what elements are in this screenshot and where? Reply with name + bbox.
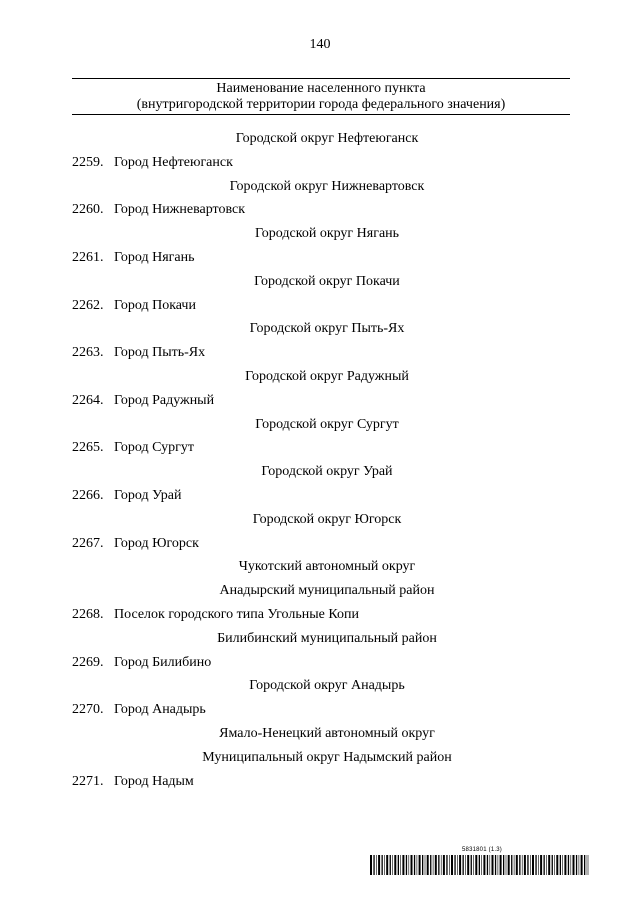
item-number: 2265. <box>72 440 104 456</box>
barcode-bar <box>568 855 569 875</box>
barcode-bar <box>402 855 404 875</box>
barcode-bar <box>490 855 491 875</box>
group-heading: Городской округ Нижневартовск <box>229 178 425 194</box>
barcode-bar <box>538 855 539 875</box>
barcode-bar <box>576 855 577 875</box>
barcode-bar <box>471 855 472 875</box>
item-number: 2269. <box>72 654 104 670</box>
group-heading: Городской округ Урай <box>261 464 393 480</box>
barcode-bar <box>560 855 561 875</box>
barcode-bar <box>571 855 572 875</box>
barcode-bar <box>473 855 474 875</box>
item-number: 2261. <box>72 249 104 265</box>
settlement-item <box>72 198 570 222</box>
barcode-bar <box>370 855 372 875</box>
item-number: 2271. <box>72 773 104 789</box>
barcode-bar <box>540 855 542 875</box>
column-header-title: Наименование населенного пункта <box>216 81 426 96</box>
barcode-bar <box>400 855 401 875</box>
barcode-bar <box>433 855 434 875</box>
barcode-bar <box>483 855 485 875</box>
barcode-bar <box>435 855 437 875</box>
barcode-bar <box>479 855 480 875</box>
barcode-bar <box>384 855 385 875</box>
barcode-bar <box>511 855 512 875</box>
barcode-image <box>370 855 589 875</box>
header-top-rule <box>72 78 570 79</box>
barcode-bar <box>587 855 588 875</box>
barcode-bar <box>451 855 453 875</box>
barcode-bar <box>492 855 494 875</box>
barcode-bar <box>398 855 399 875</box>
barcode-bar <box>519 855 520 875</box>
group-heading: Городской округ Сургут <box>255 416 399 432</box>
barcode-bar <box>524 855 526 875</box>
settlement-item <box>72 532 570 556</box>
settlement-item <box>72 151 570 175</box>
item-name: Город Анадырь <box>114 702 206 718</box>
barcode-bar <box>573 855 575 875</box>
barcode-bar <box>527 855 528 875</box>
barcode-bar <box>427 855 429 875</box>
barcode-bar <box>530 855 531 875</box>
barcode-bar <box>443 855 445 875</box>
barcode-bar <box>552 855 553 875</box>
item-name: Город Нижневартовск <box>114 202 245 218</box>
barcode-bar <box>422 855 423 875</box>
barcode-bar <box>581 855 583 875</box>
barcode-bar <box>498 855 499 875</box>
barcode-bar <box>584 855 585 875</box>
item-name: Город Покачи <box>114 297 196 313</box>
page-number: 140 <box>309 37 331 52</box>
barcode-bar <box>457 855 458 875</box>
group-heading: Муниципальный округ Надымский район <box>202 749 452 765</box>
item-number: 2270. <box>72 702 104 718</box>
settlement-item <box>72 246 570 270</box>
barcode-bar <box>373 855 374 875</box>
barcode-bar <box>394 855 396 875</box>
settlement-item <box>72 341 570 365</box>
barcode-bar <box>449 855 450 875</box>
barcode-bar <box>417 855 418 875</box>
barcode-bar <box>406 855 407 875</box>
barcode-bar <box>516 855 518 875</box>
group-heading: Городской округ Анадырь <box>249 678 405 694</box>
barcode-label: 5831801 (1.3) <box>462 847 502 853</box>
group-heading: Городской округ Югорск <box>252 511 402 527</box>
barcode-bar <box>544 855 545 875</box>
barcode-bar <box>506 855 507 875</box>
item-name: Город Сургут <box>114 440 194 456</box>
item-number: 2259. <box>72 154 104 170</box>
item-number: 2260. <box>72 202 104 218</box>
settlement-item <box>72 389 570 413</box>
barcode-bar <box>548 855 550 875</box>
group-heading: Городской округ Нефтеюганск <box>235 131 419 146</box>
barcode-bar <box>463 855 464 875</box>
barcode-bar <box>411 855 413 875</box>
item-name: Поселок городского типа Угольные Копи <box>114 606 359 622</box>
barcode-bar <box>454 855 455 875</box>
group-heading: Городской округ Радужный <box>245 368 409 384</box>
item-number: 2263. <box>72 345 104 361</box>
barcode-bar <box>556 855 558 875</box>
barcode-bar <box>390 855 391 875</box>
item-number: 2268. <box>72 606 104 622</box>
barcode-bar <box>441 855 442 875</box>
item-number: 2266. <box>72 487 104 503</box>
item-name: Город Пыть-Ях <box>114 345 206 361</box>
barcode-bar <box>532 855 534 875</box>
settlement-item <box>72 603 570 627</box>
item-number: 2262. <box>72 297 104 313</box>
item-name: Город Билибино <box>114 654 212 670</box>
barcode-bar <box>522 855 523 875</box>
barcode-bar <box>475 855 477 875</box>
barcode-bar <box>392 855 393 875</box>
barcode-bar <box>508 855 510 875</box>
barcode-bar <box>378 855 380 875</box>
column-header-subtitle: (внутригородской территории города федерального значения) <box>136 97 506 112</box>
settlement-item <box>72 651 570 675</box>
barcode-bar <box>514 855 515 875</box>
barcode-bar <box>579 855 580 875</box>
barcode-bar <box>503 855 504 875</box>
barcode-bar <box>376 855 377 875</box>
settlement-item <box>72 698 570 722</box>
barcode-bar <box>535 855 536 875</box>
barcode-bar <box>487 855 488 875</box>
item-name: Город Югорск <box>114 535 199 551</box>
settlement-list <box>72 127 570 793</box>
barcode-bar <box>459 855 461 875</box>
group-heading: Городской округ Покачи <box>254 273 400 289</box>
barcode-bar <box>414 855 415 875</box>
item-name: Город Нягань <box>114 249 195 265</box>
barcode-bar <box>564 855 566 875</box>
barcode-bar <box>495 855 496 875</box>
barcode-bar <box>562 855 563 875</box>
barcode-bar <box>409 855 410 875</box>
settlement-item <box>72 484 570 508</box>
barcode-bar <box>382 855 383 875</box>
group-heading: Чукотский автономный округ <box>238 559 416 575</box>
header-bottom-rule <box>72 114 570 115</box>
item-name: Город Нефтеюганск <box>114 154 233 170</box>
settlement-item <box>72 436 570 460</box>
item-number: 2264. <box>72 392 104 408</box>
barcode-bar <box>481 855 482 875</box>
barcode-bar <box>425 855 426 875</box>
item-name: Город Радужный <box>114 392 215 408</box>
barcode-bar <box>430 855 431 875</box>
barcode-bar <box>546 855 547 875</box>
group-heading: Городской округ Пыть-Ях <box>249 321 405 337</box>
barcode-bar <box>554 855 555 875</box>
barcode-bar <box>419 855 421 875</box>
barcode-bar <box>500 855 502 875</box>
barcode-bar <box>446 855 447 875</box>
barcode-bar <box>465 855 466 875</box>
settlement-item <box>72 294 570 318</box>
barcode-bar <box>386 855 388 875</box>
group-heading: Анадырский муниципальный район <box>219 583 435 599</box>
item-name: Город Урай <box>114 487 182 503</box>
barcode-bar <box>438 855 439 875</box>
group-heading: Городской округ Нягань <box>254 226 400 242</box>
group-heading: Ямало-Ненецкий автономный округ <box>219 725 435 741</box>
group-heading: Билибинский муниципальный район <box>217 630 437 646</box>
item-name: Город Надым <box>114 773 194 789</box>
item-number: 2267. <box>72 535 104 551</box>
barcode-bar <box>467 855 469 875</box>
settlement-item <box>72 770 570 794</box>
